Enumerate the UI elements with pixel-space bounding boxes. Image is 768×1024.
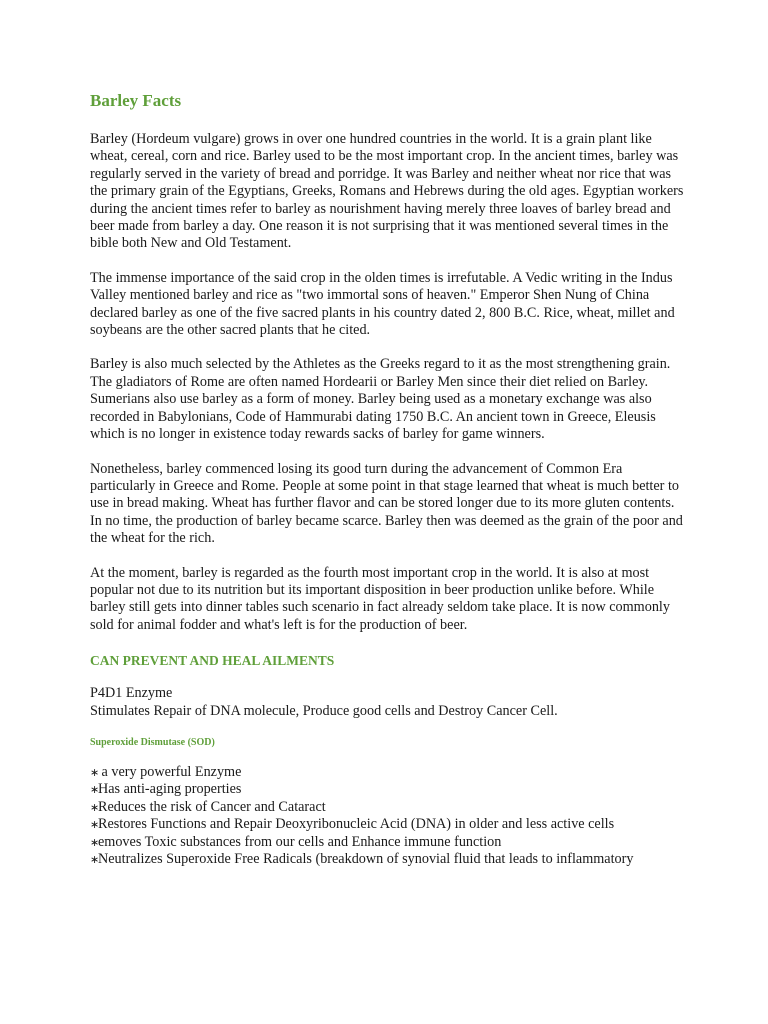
enzyme-block: [90, 685, 686, 720]
list-item: [90, 816, 686, 833]
list-item: [90, 764, 686, 781]
paragraph-present: At the moment, barley is regarded as the fourth most important crop in the world. It is also at most popular not due to its nutrition but its important disposition in beer production unlike before. While barley still gets into dinner tables such scenario in fact already seldom take place. It is now commonly sold for animal fodder and what's left is for the production of beer.: [90, 564, 670, 633]
sod-heading: Superoxide Dismutase (SOD): [90, 736, 215, 748]
bullet-text: Reduces the risk of Cancer and Cataract: [98, 798, 326, 815]
list-item: [90, 799, 686, 816]
sod-bullet-list: [90, 764, 686, 868]
enzyme-description: Stimulates Repair of DNA molecule, Produce good cells and Destroy Cancer Cell.: [90, 702, 558, 719]
bullet-text: Has anti-aging properties: [98, 781, 242, 798]
paragraph-athletes: Barley is also much selected by the Athletes as the Greeks regard to it as the most strengthening grain. The gladiators of Rome are often named Hordearii or Barley Men since their diet relied on Barley. Sumerians also use barley as a form of money. Barley being used as a monetary exchange was also recorded in Babylonians, Code of Hammurabi dating 1750 B.C. An ancient town in Greece, Eleusis which is no longer in existence today rewards sacks of barley for game winners.: [90, 356, 671, 443]
document-page: [90, 89, 686, 868]
bullet-icon: ∗: [90, 765, 100, 779]
bullet-text: Restores Functions and Repair Deoxyribonucleic Acid (DNA) in older and less active cells: [98, 816, 615, 833]
paragraph-importance: The immense importance of the said crop in the olden times is irrefutable. A Vedic writing in the Indus Valley mentioned barley and rice as "two immortal sons of heaven." Emperor Shen Nung of China declared barley as one of the five sacred plants in his country dated 2, 800 B.C. Rice, wheat, millet and soybeans are the other sacred plants that he cited.: [90, 269, 675, 339]
list-item: [90, 851, 686, 868]
bullet-icon: ∗: [90, 783, 100, 797]
document-title: Barley Facts: [90, 91, 182, 110]
bullet-text: emoves Toxic substances from our cells and Enhance immune function: [98, 833, 502, 850]
bullet-icon: ∗: [90, 835, 100, 849]
bullet-icon: ∗: [90, 853, 100, 866]
list-item: [90, 834, 686, 851]
section-heading-ailments: CAN PREVENT AND HEAL AILMENTS: [90, 653, 335, 669]
bullet-text: Neutralizes Superoxide Free Radicals (breakdown of synovial fluid that leads to inflammatory: [98, 851, 634, 867]
paragraph-decline: Nonetheless, barley commenced losing its good turn during the advancement of Common Era particularly in Greece and Rome. People at some point in that stage learned that wheat is much better to use in bread making. Wheat has further flavor and can be stored longer due to its more gluten contents. In no time, the production of barley became scarce. Barley then was deemed as the grain of the poor and the wheat for the rich.: [90, 460, 683, 547]
enzyme-name: P4D1 Enzyme: [90, 685, 173, 702]
bullet-text: a very powerful Enzyme: [98, 763, 242, 780]
paragraph-intro: Barley (Hordeum vulgare) grows in over one hundred countries in the world. It is a grain plant like wheat, cereal, corn and rice. Barley used to be the most important crop. In the ancient times, barley was regularly served in the variety of bread and porridge. It was Barley and neither wheat nor rice that was the primary grain of the Egyptians, Greeks, Romans and Hebrews during the old ages. Egyptian workers during the ancient times refer to barley as nourishment having merely three loaves of barley bread and beer made from barley a day. One reason it is not surprising that it was mentioned several times in the bible both New and Old Testament.: [90, 131, 684, 252]
bullet-icon: ∗: [90, 818, 100, 832]
list-item: [90, 781, 686, 798]
bullet-icon: ∗: [90, 800, 100, 814]
